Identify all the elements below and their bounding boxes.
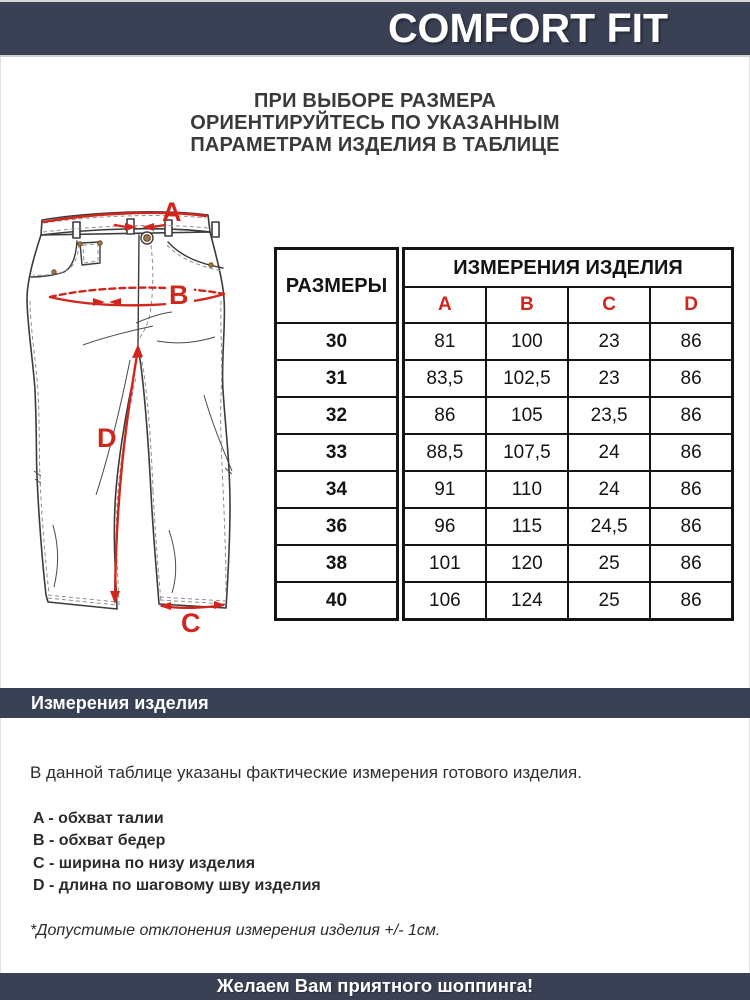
table-row — [404, 471, 733, 508]
measurements-table — [402, 247, 734, 621]
value-cell: 107,5 — [486, 434, 568, 471]
legend-item-b: B - обхват бедер — [33, 832, 166, 850]
brand-title: COMFORT FIT — [387, 5, 669, 51]
value-cell: 86 — [650, 582, 732, 620]
table-row — [276, 323, 398, 360]
intro-heading-line3: ПАРАМЕТРАМ ИЗДЕЛИЯ В ТАБЛИЦЕ — [190, 134, 560, 156]
size-cell: 33 — [276, 434, 398, 471]
value-cell: 86 — [404, 397, 486, 434]
table-row — [276, 397, 398, 434]
value-cell: 86 — [650, 471, 732, 508]
value-cell: 24,5 — [568, 508, 650, 545]
sizes-column-table — [274, 247, 399, 621]
table-description: В данной таблице указаны фактические измерения готового изделия. — [30, 763, 582, 782]
value-cell: 88,5 — [404, 434, 486, 471]
intro-heading-line2: ОРИЕНТИРУЙТЕСЬ ПО УКАЗАННЫМ — [190, 112, 560, 134]
measurements-header: ИЗМЕРЕНИЯ ИЗДЕЛИЯ — [404, 249, 733, 288]
tolerance-note: *Допустимые отклонения измерения изделия +/- 1см. — [30, 922, 441, 939]
table-row — [276, 434, 398, 471]
table-row — [276, 582, 398, 620]
table-row — [276, 545, 398, 582]
value-cell: 106 — [404, 582, 486, 620]
value-cell: 86 — [650, 434, 732, 471]
size-cell: 34 — [276, 471, 398, 508]
size-cell: 32 — [276, 397, 398, 434]
table-row — [276, 360, 398, 397]
size-cell: 31 — [276, 360, 398, 397]
table-row — [404, 434, 733, 471]
value-cell: 96 — [404, 508, 486, 545]
table-row — [404, 582, 733, 620]
table-row — [276, 508, 398, 545]
value-cell: 105 — [486, 397, 568, 434]
measurements-section-band: Измерения изделия — [0, 688, 750, 718]
table-row — [404, 323, 733, 360]
sizes-header: РАЗМЕРЫ — [276, 249, 398, 324]
value-cell: 81 — [404, 323, 486, 360]
value-cell: 86 — [650, 508, 732, 545]
value-cell: 102,5 — [486, 360, 568, 397]
table-row — [404, 397, 733, 434]
value-cell: 23 — [568, 323, 650, 360]
size-cell: 36 — [276, 508, 398, 545]
value-cell: 120 — [486, 545, 568, 582]
size-cell: 38 — [276, 545, 398, 582]
value-cell: 124 — [486, 582, 568, 620]
value-cell: 83,5 — [404, 360, 486, 397]
measurement-legend — [33, 810, 321, 899]
value-cell: 100 — [486, 323, 568, 360]
table-row — [404, 360, 733, 397]
value-cell: 25 — [568, 545, 650, 582]
legend-item-c: C - ширина по низу изделия — [33, 854, 256, 872]
value-cell: 86 — [650, 323, 732, 360]
value-cell: 101 — [404, 545, 486, 582]
value-cell: 91 — [404, 471, 486, 508]
value-cell: 115 — [486, 508, 568, 545]
footer-message: Желаем Вам приятного шоппинга! — [0, 973, 750, 1000]
intro-heading-line1: ПРИ ВЫБОРЕ РАЗМЕРА — [253, 90, 497, 112]
value-cell: 24 — [568, 434, 650, 471]
legend-item-d: D - длина по шаговому шву изделия — [33, 876, 321, 894]
size-cell: 40 — [276, 582, 398, 620]
value-cell: 24 — [568, 471, 650, 508]
inseam-label: D — [97, 423, 117, 453]
column-a: A — [404, 287, 486, 323]
value-cell: 25 — [568, 582, 650, 620]
value-cell: 23,5 — [568, 397, 650, 434]
hem-width-label: C — [181, 608, 201, 638]
column-b: B — [486, 287, 568, 323]
value-cell: 86 — [650, 360, 732, 397]
size-cell: 30 — [276, 323, 398, 360]
jeans-measurement-diagram — [20, 195, 270, 655]
value-cell: 110 — [486, 471, 568, 508]
intro-heading — [0, 90, 750, 156]
hip-label: B — [169, 280, 189, 310]
table-row — [404, 508, 733, 545]
legend-item-a: A - обхват талии — [33, 810, 164, 827]
value-cell: 23 — [568, 360, 650, 397]
value-cell: 86 — [650, 545, 732, 582]
column-d: D — [650, 287, 732, 323]
table-row — [404, 545, 733, 582]
waist-label: A — [162, 197, 182, 227]
column-letters-row — [404, 287, 733, 323]
value-cell: 86 — [650, 397, 732, 434]
table-row — [276, 471, 398, 508]
brand-header — [0, 2, 750, 57]
column-c: C — [568, 287, 650, 323]
